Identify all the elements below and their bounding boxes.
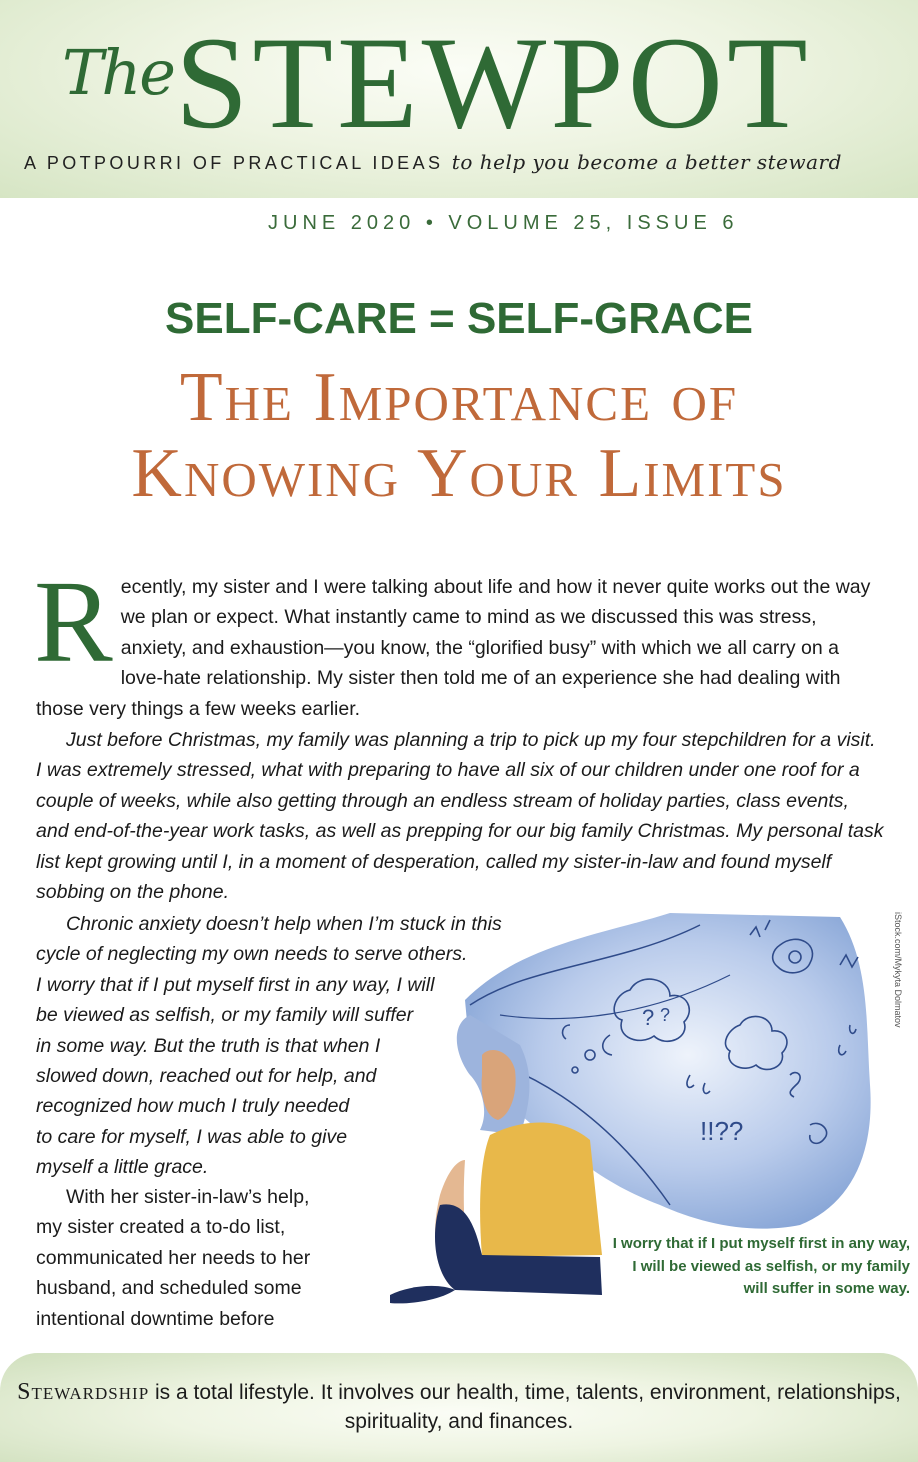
paragraph-3-line: Chronic anxiety doesn’t help when I’m stuck in this [66, 913, 502, 935]
paragraph-1 [34, 556, 884, 724]
masthead-the: The [62, 36, 174, 109]
paragraph-4-line: intentional downtime before [36, 1307, 275, 1330]
paragraph-4-line: husband, and scheduled some [36, 1277, 302, 1300]
paragraph-4 [36, 1182, 366, 1334]
masthead-title: STEWPOT [175, 9, 812, 156]
paragraph-3-line: to care for myself, I was able to give [36, 1125, 348, 1148]
paragraph-2: Just before Christmas, my family was planning a trip to pick up my four stepchildren for a visit. I was extremely stressed, what with preparing to have all six of our children under one roof for a couple of weeks, while also getting through an endless stream of holiday parties, class events, and end-of-the-year work tasks, as well as prepping for our big family Christmas. My personal task list kept growing until I, in a moment of desperation, called my sister-in-law and found myself sobbing on the phone. [36, 729, 884, 904]
footer-banner [0, 1353, 918, 1462]
pull-quote: I worry that if I put myself first in any way, I will be viewed as selfish, or my family will suffer in some way. [612, 1235, 910, 1297]
paragraph-3-line: be viewed as selfish, or my family will suffer [36, 1004, 414, 1027]
image-credit: iStock.com/Mykyta Dolmatov [893, 912, 903, 1028]
svg-text:?: ? [660, 1005, 671, 1025]
headline-line2: Knowing Your Limits [131, 435, 787, 512]
paragraph-4-line: my sister created a to-do list, [36, 1216, 286, 1239]
article-kicker: SELF-CARE = SELF-GRACE [165, 294, 753, 343]
footer-lead: Stewardship [17, 1379, 150, 1405]
masthead [0, 0, 918, 198]
masthead-tagline [24, 150, 842, 174]
svg-text:!!??: !!?? [700, 1116, 744, 1146]
footer-text [0, 1378, 918, 1436]
paragraph-3-line: slowed down, reached out for help, and [36, 1065, 377, 1088]
paragraph-3-line: recognized how much I truly needed [36, 1095, 350, 1118]
dropcap: R [34, 556, 113, 687]
paragraph-3-line: in some way. But the truth is that when I [36, 1034, 381, 1057]
footer-body: is a total lifestyle. It involves our health, time, talents, environment, relationships, spirituality, and finances. [149, 1381, 901, 1433]
paragraph-3-line: cycle of neglecting my own needs to serve others. [36, 943, 468, 966]
svg-text:?: ? [642, 1005, 655, 1030]
paragraph-4-line: communicated her needs to her [36, 1246, 311, 1269]
paragraph-3-line: myself a little grace. [36, 1156, 209, 1179]
paragraph-3-line: I worry that if I put myself first in any way, I will [36, 973, 435, 996]
paragraph-4-line: With her sister-in-law’s help, [66, 1186, 310, 1208]
paragraph-1-text: ecently, my sister and I were talking about life and how it never quite works out the way we plan or expect. What instantly came to mind as we discussed this was stress, anxiety, and exhaustion—you know, the “glorified busy” with which we all carry on a love-hate relationship. My sister then told me of an experience she had dealing with those very things a few weeks earlier. [36, 576, 871, 720]
tagline-caps: A POTPOURRI OF PRACTICAL IDEAS [24, 153, 444, 173]
headline-line1: The Importance of [179, 359, 739, 436]
issue-line: JUNE 2020 • VOLUME 25, ISSUE 6 [268, 212, 739, 234]
tagline-script: to help you become a better steward [451, 150, 842, 174]
